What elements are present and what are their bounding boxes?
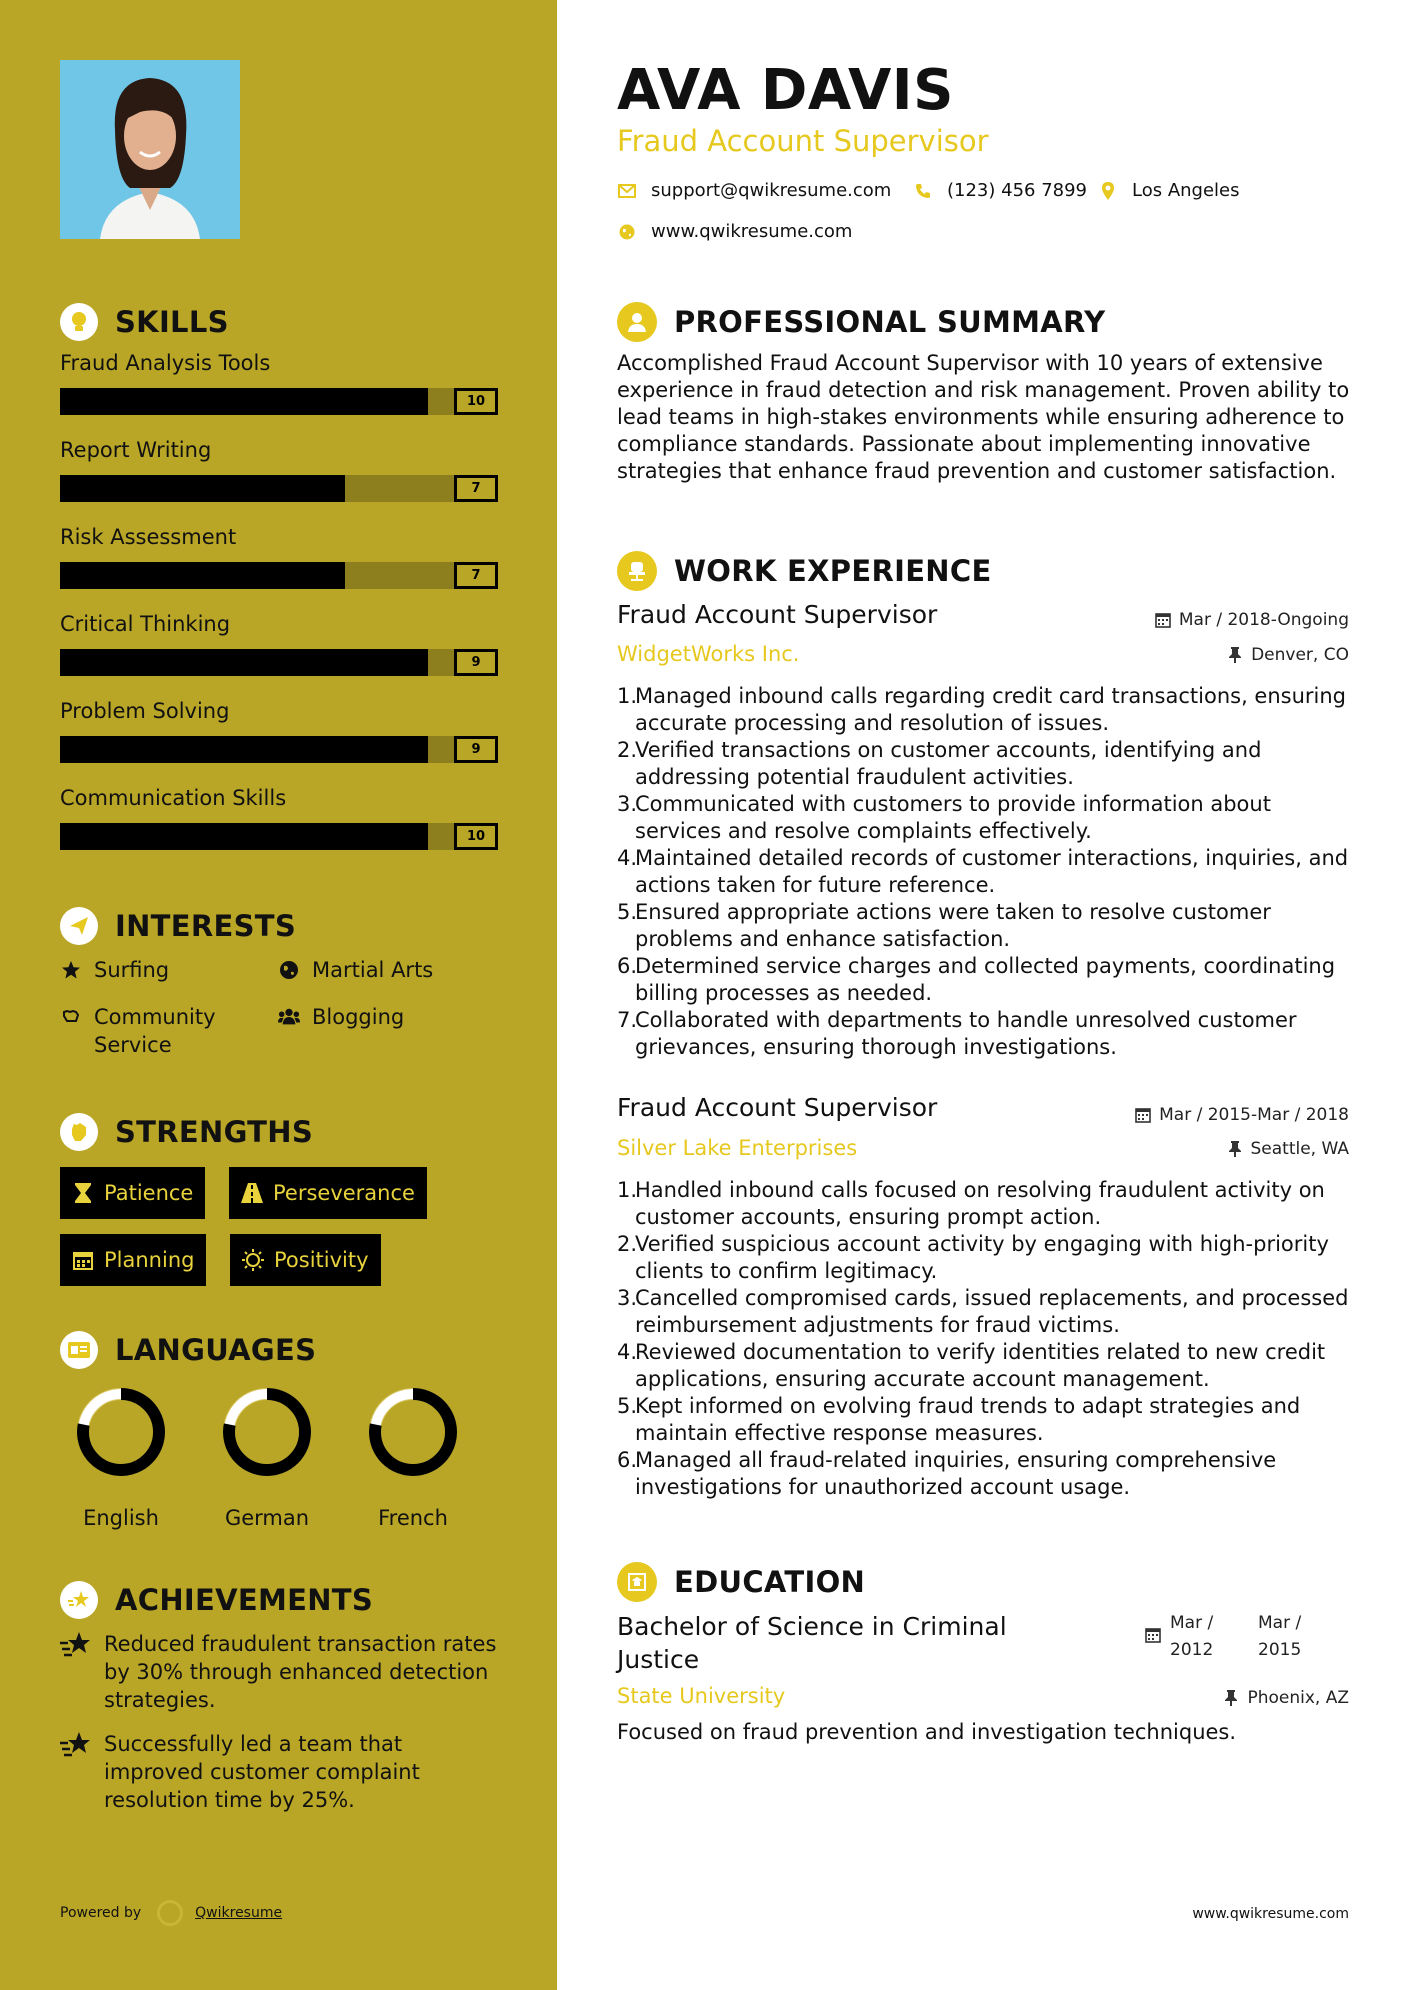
job-bullets — [617, 1177, 1357, 1501]
education-start-date: Mar / 2012 — [1170, 1613, 1214, 1660]
candidate-name: AVA DAVIS — [617, 58, 954, 123]
star-icon — [60, 956, 82, 984]
job-bullet — [617, 1231, 1357, 1285]
pushpin-icon — [1227, 1141, 1243, 1157]
bullet-text: Maintained detailed records of customer interactions, inquiries, and actions taken for future reference. — [635, 846, 1349, 897]
calendar-icon — [1135, 1107, 1151, 1123]
skill-item — [60, 435, 498, 496]
interests-heading — [60, 906, 296, 946]
skill-level: 7 — [454, 562, 498, 589]
job-bullet — [617, 845, 1357, 899]
bullet-text: Cancelled compromised cards, issued replacements, and processed reimbursement adjustments for fraud victims. — [635, 1286, 1349, 1337]
achievements-heading — [60, 1580, 373, 1620]
language-proficiency-ring — [221, 1386, 313, 1478]
job-title: Fraud Account Supervisor — [617, 1093, 938, 1122]
skill-name: Problem Solving — [60, 699, 230, 723]
strengths-title: STRENGTHS — [115, 1115, 314, 1149]
office-chair-icon — [617, 551, 657, 591]
school-name: State University — [617, 1684, 786, 1708]
shooting-star-icon — [60, 1730, 92, 1760]
interests-title: INTERESTS — [115, 909, 297, 943]
strength-label: Planning — [104, 1248, 195, 1272]
powered-by-label: Powered by — [60, 1905, 142, 1921]
strength-tag — [60, 1234, 206, 1286]
job-bullet — [617, 1285, 1357, 1339]
job-location — [1227, 645, 1349, 665]
interest-item — [278, 956, 433, 984]
languages-heading — [60, 1330, 316, 1370]
skill-bar-fill — [60, 649, 428, 676]
bullet-text: Verified suspicious account activity by engaging with high-priority clients to confirm legitimacy. — [635, 1232, 1329, 1283]
skill-item — [60, 609, 498, 670]
interest-item — [60, 1003, 260, 1059]
user-icon — [617, 302, 657, 342]
graduation-icon — [617, 1562, 657, 1602]
skill-bar-fill — [60, 562, 345, 589]
job-bullet — [617, 1007, 1357, 1061]
job-bullet — [617, 953, 1357, 1007]
pushpin-icon — [1227, 647, 1243, 663]
job-date-text: Mar / 2018-Ongoing — [1178, 610, 1349, 630]
lightbulb-icon — [60, 303, 98, 341]
phone-text: (123) 456 7899 — [947, 180, 1088, 201]
language-card-icon — [60, 1331, 98, 1369]
bullet-number: 6. — [617, 1448, 638, 1472]
bullet-number: 7. — [617, 1008, 638, 1032]
road-icon — [241, 1182, 263, 1204]
bullet-text: Managed all fraud-related inquiries, ensuring comprehensive investigations for unauthorized account usage. — [635, 1448, 1277, 1499]
skill-name: Risk Assessment — [60, 525, 237, 549]
bullet-text: Reviewed documentation to verify identities related to new credit applications, ensuring accurate account management. — [635, 1340, 1326, 1391]
contact-location — [1098, 180, 1240, 201]
skill-name: Report Writing — [60, 438, 212, 462]
language-name: English — [83, 1506, 159, 1530]
bullet-text: Handled inbound calls focused on resolving fraudulent activity on customer accounts, ensuring prompt action. — [635, 1178, 1325, 1229]
job-bullet — [617, 899, 1357, 953]
strength-tag — [229, 1167, 427, 1219]
strength-tag — [60, 1167, 205, 1219]
education-location — [1223, 1688, 1349, 1708]
skill-bar — [60, 388, 498, 415]
bullet-number: 3. — [617, 1286, 638, 1310]
job-bullet — [617, 737, 1357, 791]
degree-title: Bachelor of Science in Criminal Justice — [617, 1612, 1007, 1674]
job-bullet — [617, 1393, 1357, 1447]
language-name: French — [378, 1506, 448, 1530]
achievement-item — [60, 1630, 500, 1714]
skill-bar — [60, 562, 498, 589]
summary-heading — [617, 300, 1105, 344]
fist-icon — [60, 1113, 98, 1151]
job-bullet — [617, 791, 1357, 845]
bullet-text: Kept informed on evolving fraud trends to adapt strategies and maintain effective response measures. — [635, 1394, 1301, 1445]
language-proficiency-ring — [75, 1386, 167, 1478]
strengths-heading — [60, 1112, 313, 1152]
interest-item — [278, 1003, 404, 1031]
envelope-icon — [617, 181, 637, 201]
bullet-number: 5. — [617, 1394, 638, 1418]
skill-name: Communication Skills — [60, 786, 287, 810]
skill-bar-fill — [60, 388, 428, 415]
experience-title: WORK EXPERIENCE — [674, 554, 992, 588]
map-pin-icon — [1098, 181, 1118, 201]
hand-icon — [60, 1003, 82, 1031]
job-bullet — [617, 1447, 1357, 1501]
job-bullet — [617, 683, 1357, 737]
achievement-text: Successfully led a team that improved customer complaint resolution time by 25%. — [104, 1732, 420, 1812]
skills-title: SKILLS — [115, 305, 229, 339]
bullet-number: 1. — [617, 684, 638, 708]
job-bullets — [617, 683, 1357, 1061]
job-company: Silver Lake Enterprises — [617, 1136, 858, 1160]
summary-title: PROFESSIONAL SUMMARY — [674, 305, 1106, 339]
qwikresume-link[interactable]: Qwikresume — [195, 1905, 283, 1921]
bullet-text: Managed inbound calls regarding credit card transactions, ensuring accurate processing and resolution of issues. — [635, 684, 1347, 735]
language-item — [66, 1386, 176, 1530]
email-text[interactable]: support@qwikresume.com — [651, 180, 892, 201]
job-date — [1155, 610, 1349, 630]
language-item — [358, 1386, 468, 1530]
pushpin-icon — [1223, 1690, 1239, 1706]
education-heading — [617, 1560, 865, 1604]
experience-heading — [617, 549, 992, 593]
skill-item — [60, 522, 498, 583]
education-calendar-icon-wrap — [1145, 1625, 1161, 1652]
skill-level: 9 — [454, 649, 498, 676]
skill-item — [60, 348, 498, 409]
calendar-icon — [72, 1249, 94, 1271]
bullet-number: 1. — [617, 1178, 638, 1202]
profile-photo-image — [60, 60, 240, 239]
skill-bar — [60, 649, 498, 676]
skill-bar-fill — [60, 475, 345, 502]
bullet-text: Collaborated with departments to handle unresolved customer grievances, ensuring thorough investigations. — [635, 1008, 1297, 1059]
achievement-text: Reduced fraudulent transaction rates by 30% through enhanced detection strategies. — [104, 1632, 497, 1712]
education-end-date: Mar / 2015 — [1258, 1613, 1302, 1660]
location-text: Los Angeles — [1132, 180, 1240, 201]
interest-label: Community Service — [94, 1005, 216, 1057]
bullet-number: 2. — [617, 1232, 638, 1256]
skill-name: Fraud Analysis Tools — [60, 351, 271, 375]
bullet-number: 4. — [617, 1340, 638, 1364]
hourglass-icon — [72, 1182, 94, 1204]
languages-title: LANGUAGES — [115, 1333, 317, 1367]
skill-level: 10 — [454, 823, 498, 850]
calendar-icon — [1145, 1627, 1161, 1643]
achievement-item — [60, 1730, 500, 1814]
job-location-text: Seattle, WA — [1250, 1139, 1349, 1159]
bullet-number: 6. — [617, 954, 638, 978]
skill-item — [60, 783, 498, 844]
profile-photo — [60, 60, 240, 239]
bullet-number: 3. — [617, 792, 638, 816]
skill-bar — [60, 475, 498, 502]
paper-plane-icon — [60, 907, 98, 945]
job-bullet — [617, 1339, 1357, 1393]
sidebar — [0, 0, 557, 1990]
job-company: WidgetWorks Inc. — [617, 642, 800, 666]
users-icon — [278, 1003, 300, 1031]
footer-url[interactable]: www.qwikresume.com — [1192, 1906, 1349, 1922]
interest-label: Surfing — [94, 958, 170, 982]
skill-level: 9 — [454, 736, 498, 763]
strength-label: Patience — [104, 1181, 194, 1205]
contact-website — [617, 221, 852, 242]
education-title: EDUCATION — [674, 1565, 866, 1599]
skill-name: Critical Thinking — [60, 612, 231, 636]
skill-level: 7 — [454, 475, 498, 502]
bullet-number: 4. — [617, 846, 638, 870]
education-description: Focused on fraud prevention and investigation techniques. — [617, 1720, 1237, 1744]
summary-text: Accomplished Fraud Account Supervisor with 10 years of extensive experience in fraud detection and risk management. Proven ability to lead teams in high-stakes environments while ensuring adherence to compliance standards. Passionate about implementing innovative strategies that enhance fraud prevention and customer satisfaction. — [617, 351, 1350, 483]
qwikresume-logo-icon — [157, 1900, 183, 1926]
strength-tag — [230, 1234, 381, 1286]
skill-bar — [60, 736, 498, 763]
achievements-title: ACHIEVEMENTS — [115, 1583, 374, 1617]
job-title: Fraud Account Supervisor — [617, 600, 938, 629]
education-location-text: Phoenix, AZ — [1247, 1688, 1349, 1708]
skill-level: 10 — [454, 388, 498, 415]
contact-phone — [913, 180, 1087, 201]
job-location-text: Denver, CO — [1251, 645, 1349, 665]
shooting-star-icon — [60, 1581, 98, 1619]
strength-label: Perseverance — [273, 1181, 415, 1205]
shooting-star-icon — [60, 1630, 92, 1660]
website-text[interactable]: www.qwikresume.com — [651, 221, 853, 242]
sun-icon — [242, 1249, 264, 1271]
skill-bar — [60, 823, 498, 850]
skills-heading — [60, 302, 229, 342]
contact-email — [617, 180, 891, 201]
strength-label: Positivity — [274, 1248, 369, 1272]
interest-label: Blogging — [312, 1005, 405, 1029]
bullet-number: 5. — [617, 900, 638, 924]
language-item — [212, 1386, 322, 1530]
bullet-number: 2. — [617, 738, 638, 762]
powered-by — [60, 1900, 282, 1926]
language-name: German — [224, 1506, 310, 1530]
job-bullet — [617, 1177, 1357, 1231]
interest-label: Martial Arts — [312, 958, 434, 982]
candidate-role: Fraud Account Supervisor — [617, 124, 989, 158]
phone-icon — [913, 181, 933, 201]
job-location — [1227, 1139, 1350, 1159]
calendar-icon — [1155, 612, 1171, 628]
globe-icon — [278, 956, 300, 984]
interest-item — [60, 956, 169, 984]
skill-bar-fill — [60, 736, 428, 763]
bullet-text: Ensured appropriate actions were taken to resolve customer problems and enhance satisfaction. — [635, 900, 1271, 951]
bullet-text: Determined service charges and collected payments, coordinating billing processes as needed. — [635, 954, 1336, 1005]
bullet-text: Communicated with customers to provide information about services and resolve complaints effectively. — [635, 792, 1271, 843]
job-date-text: Mar / 2015-Mar / 2018 — [1159, 1105, 1349, 1125]
skill-bar-fill — [60, 823, 428, 850]
job-date — [1135, 1105, 1349, 1125]
skill-item — [60, 696, 498, 757]
globe-icon — [617, 222, 637, 242]
bullet-text: Verified transactions on customer accounts, identifying and addressing potential fraudulent activities. — [635, 738, 1262, 789]
language-proficiency-ring — [367, 1386, 459, 1478]
